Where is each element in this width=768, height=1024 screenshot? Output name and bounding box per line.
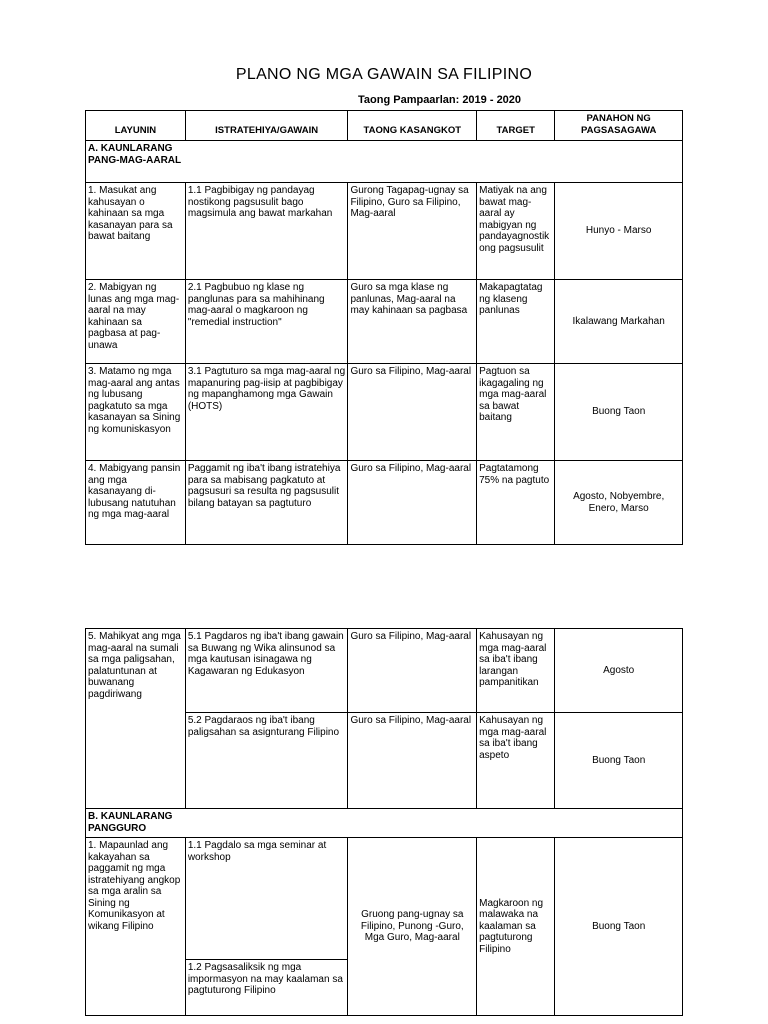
section-row [86,809,683,838]
table-row [86,629,683,713]
target-cell: Kahusayan ng mga mag-aaral sa iba't ibang larangan pampanitikan [477,629,555,713]
table-row [86,461,683,545]
kasangkot-cell: Guro sa Filipino, Mag-aaral [348,713,477,809]
istratehiya-cell: 1.2 Pagsasaliksik ng mga impormasyon na may kaalaman sa pagtuturong Filipino [185,960,348,1016]
panahon-cell: Hunyo - Marso [555,183,683,280]
panahon-cell: Buong Taon [555,364,683,461]
target-cell: Pagtuon sa ikagagaling ng mga mag-aaral sa bawat baitang [477,364,555,461]
kasangkot-cell: Guro sa Filipino, Mag-aaral [348,461,477,545]
header-kasangkot: TAONG KASANGKOT [348,111,477,141]
table-row [86,183,683,280]
table-row [86,364,683,461]
panahon-cell: Ikalawang Markahan [555,280,683,364]
kasangkot-cell: Guro sa mga klase ng panlunas, Mag-aaral na may kahinaan sa pagbasa [348,280,477,364]
section-row [86,141,683,183]
plan-table-bottom [85,628,683,1016]
istratehiya-cell: 1.1 Pagbibigay ng pandayag nostikong pagsusulit bago magsimula ang bawat markahan [185,183,348,280]
istratehiya-cell: 1.1 Pagdalo sa mga seminar at workshop [185,838,348,960]
panahon-cell: Buong Taon [555,713,683,809]
panahon-cell: Agosto, Nobyembre, Enero, Marso [555,461,683,545]
istratehiya-cell: 2.1 Pagbubuo ng klase ng panglunas para sa mahihinang mag-aaral o magkaroon ng "remedial instruction" [185,280,348,364]
layunin-cell: 1. Mapaunlad ang kakayahan sa paggamit ng mga istratehiyang angkop sa mga aralin sa Sining ng Komunikasyon at wikang Filipino [86,838,186,1016]
istratehiya-cell: 3.1 Pagtuturo sa mga mag-aaral ng mapanuring pag-iisip at pagbibigay ng mapanghamong mga Gawain (HOTS) [185,364,348,461]
header-layunin: LAYUNIN [86,111,186,141]
panahon-cell: Agosto [555,629,683,713]
table-row [86,280,683,364]
target-cell: Makapagtatag ng klaseng panlunas [477,280,555,364]
panahon-cell: Buong Taon [555,838,683,1016]
kasangkot-cell: Gruong pang-ugnay sa Filipino, Punong -Guro, Mga Guro, Mag-aaral [348,838,477,1016]
kasangkot-cell: Guro sa Filipino, Mag-aaral [348,364,477,461]
istratehiya-cell: Paggamit ng iba't ibang istratehiya para sa mabisang pagkatuto at pagsusuri sa resulta ng pagsusulit bilang batayan sa pagtuturo [185,461,348,545]
header-target: TARGET [477,111,555,141]
target-cell: Matiyak na ang bawat mag-aaral ay mabigyan ng pandayagnostik ong pagsusulit [477,183,555,280]
target-cell: Kahusayan ng mga mag-aaral sa iba't ibang aspeto [477,713,555,809]
kasangkot-cell: Gurong Tagapag-ugnay sa Filipino, Guro sa Filipino, Mag-aaral [348,183,477,280]
istratehiya-cell: 5.1 Pagdaros ng iba't ibang gawain sa Buwang ng Wika alinsunod sa mga kautusan isinagawa ng Kagawaran ng Edukasyon [185,629,348,713]
target-cell: Pagtatamong 75% na pagtuto [477,461,555,545]
layunin-cell: 3. Matamo ng mga mag-aaral ang antas ng lubusang pagkatuto sa mga kasanayan sa Sining ng komuniskasyon [86,364,186,461]
target-cell: Magkaroon ng malawaka na kaalaman sa pagtuturong Filipino [477,838,555,1016]
section-b-label: B. KAUNLARANG PANGGURO [86,809,186,838]
page-title: PLANO NG MGA GAWAIN SA FILIPINO [235,66,533,83]
layunin-cell: 5. Mahikyat ang mga mag-aaral na sumali sa mga paligsahan, palatuntunan at buwanang pagdiriwang [86,629,186,809]
school-year-subtitle: Taong Pampaarlan: 2019 - 2020 [358,94,522,106]
istratehiya-cell: 5.2 Pagdaraos ng iba't ibang paligsahan sa asignturang Filipino [185,713,348,809]
plan-table-top [85,110,683,545]
layunin-cell: 4. Mabigyang pansin ang mga kasanayang di-lubusang natutuhan ng mga mag-aaral [86,461,186,545]
layunin-cell: 2. Mabigyan ng lunas ang mga mag-aaral na may kahinaan sa pagbasa at pag-unawa [86,280,186,364]
header-istratehiya: ISTRATEHIYA/GAWAIN [185,111,348,141]
header-panahon: PANAHON NG PAGSASAGAWA [555,111,683,141]
kasangkot-cell: Guro sa Filipino, Mag-aaral [348,629,477,713]
table-header-row [86,111,683,141]
section-a-label: A. KAUNLARANG PANG-MAG-AARAL [86,141,186,183]
table-row [86,838,683,960]
layunin-cell: 1. Masukat ang kahusayan o kahinaan sa mga kasanayan para sa bawat baitang [86,183,186,280]
